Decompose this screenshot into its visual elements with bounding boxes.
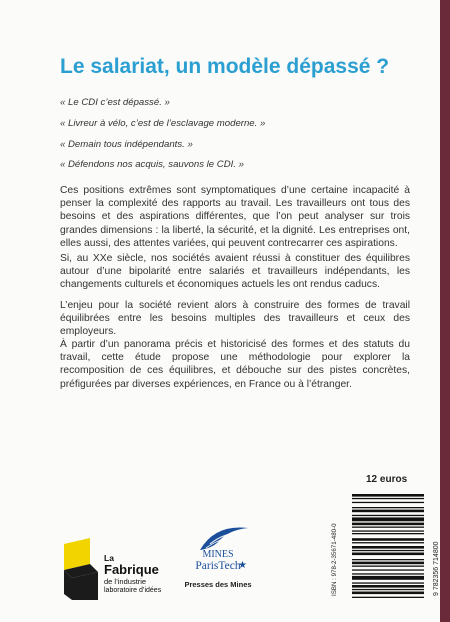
description-paragraph: Ces positions extrêmes sont symptomatiques d’une certaine incapacité à penser la complexité des rapports au travail. Les travailleurs ont tous des besoins et des aspirations différentes, que l’on peut analyser sur trois grandes dimensions : la liberté, la sécurité, et la dignité. Les entreprises ont, elles aussi, des attentes variées, qui peuvent contrecarrer ces aspirations. <box>60 185 410 249</box>
barcode-bar <box>352 510 424 513</box>
barcode-bar <box>352 569 424 570</box>
quote-item: « Le CDI c’est dépassé. » <box>60 97 170 108</box>
barcode-bar <box>352 494 424 497</box>
book-title: Le salariat, un modèle dépassé ? <box>60 55 390 78</box>
book-spine-edge <box>440 0 450 622</box>
barcode-bar <box>352 515 424 516</box>
isbn-text: ISBN : 978-2-35671-480-0 <box>331 523 338 596</box>
barcode-bar <box>352 576 424 580</box>
barcode-bar <box>352 502 424 503</box>
presses-des-mines-label: Presses des Mines <box>184 580 252 589</box>
barcode-bar <box>352 538 424 541</box>
star-icon: ★ <box>238 560 247 571</box>
fabrique-logo-text <box>104 554 161 595</box>
barcode-digits: 9 782356 714800 <box>433 541 440 596</box>
barcode-bar <box>352 542 424 543</box>
barcode-bar <box>352 517 424 521</box>
quote-item: « Demain tous indépendants. » <box>60 138 193 150</box>
barcode-bar <box>352 533 424 534</box>
price-label: 12 euros <box>366 474 408 485</box>
barcode-bars <box>352 494 424 598</box>
barcode-bar <box>352 550 424 551</box>
barcode-bar <box>352 507 424 508</box>
isbn-barcode <box>330 490 442 602</box>
quote-item: « Défendons nos acquis, sauvons le CDI. » <box>60 159 244 171</box>
fabrique-la: La <box>104 553 114 563</box>
barcode-bar <box>352 585 424 588</box>
barcode-bar <box>352 559 424 560</box>
barcode-bar <box>352 498 424 499</box>
paristech-word: ParisTech <box>195 560 241 572</box>
description-paragraph: À partir d’un panorama précis et historicisé des formes et des statuts du travail, cette étude propose une méthodologie pour explorer la recomposition de ces équilibres, et débouche sur des pistes concrètes, préfigurées par diverses expériences, en France ou à l’étranger. <box>60 339 410 390</box>
barcode-bar <box>352 582 424 583</box>
description-paragraph: L’enjeu pour la société revient alors à construire des formes de travail équilibrées entre les besoins multiples des travailleurs et ceux des employeurs. <box>60 300 410 338</box>
barcode-bar <box>352 527 424 528</box>
barcode-bar <box>352 553 424 556</box>
barcode-bar <box>352 523 424 526</box>
fabrique-sub: de l’industrie <box>104 577 147 586</box>
barcode-bar <box>352 592 424 595</box>
barcode-bar <box>352 597 424 598</box>
barcode-bar <box>352 562 424 565</box>
fabrique-name: Fabrique <box>104 562 159 577</box>
mines-word: MINES <box>202 549 234 560</box>
barcode-bar <box>352 566 424 567</box>
description-paragraph: Si, au XXe siècle, nos sociétés avaient réussi à constituer des équilibres autour d’une bipolarité entre salariés et travailleurs indépendants, les changements culturels et économiques actuels les ont rendus caducs. <box>60 253 410 291</box>
fabrique-tagline: laboratoire d’idées <box>104 587 162 594</box>
barcode-bar <box>352 530 424 531</box>
barcode-bar <box>352 589 424 590</box>
quote-list <box>60 97 400 180</box>
barcode-bar <box>352 573 424 574</box>
barcode-bar <box>352 546 424 549</box>
quote-item: « Livreur à vélo, c’est de l’esclavage moderne. » <box>60 117 266 129</box>
